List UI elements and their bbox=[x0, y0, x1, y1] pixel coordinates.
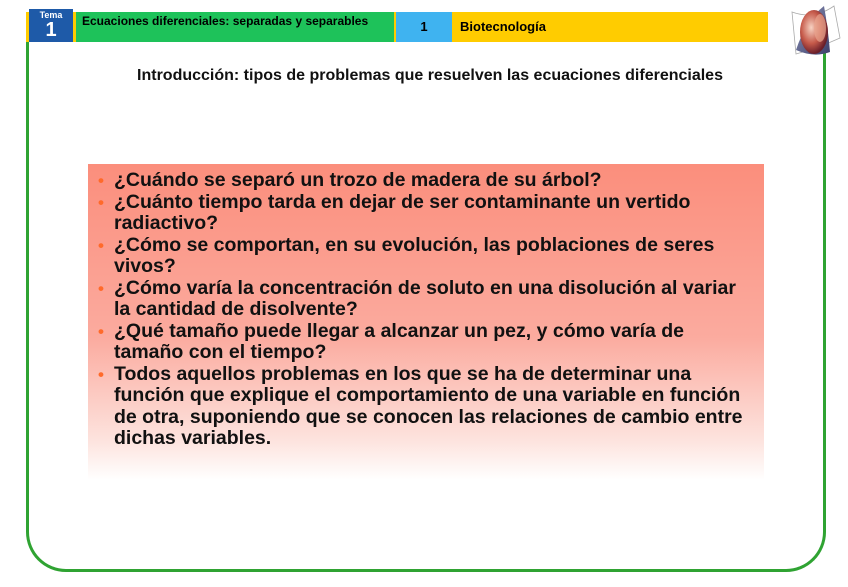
question-list bbox=[98, 170, 756, 450]
page-number: 1 bbox=[396, 12, 452, 42]
bullet-icon: • bbox=[98, 321, 104, 341]
bullet-icon: • bbox=[98, 171, 104, 190]
question-text: ¿Cómo varía la concentración de soluto en una disolución al variar la cantidad de disolvente? bbox=[114, 276, 736, 320]
question-text: Todos aquellos problemas en los que se ha de determinar una función que explique el comportamiento de una variable en función de otra, suponiendo que se conocen las relaciones de cambio entre dichas variables. bbox=[114, 362, 743, 449]
bullet-icon: • bbox=[98, 278, 104, 298]
question-text: ¿Cuándo se separó un trozo de madera de su árbol? bbox=[114, 169, 602, 191]
question-text: ¿Cómo se comportan, en su evolución, las poblaciones de seres vivos? bbox=[114, 233, 715, 277]
bullet-icon: • bbox=[98, 364, 104, 384]
list-item bbox=[98, 192, 756, 235]
question-text: ¿Cuánto tiempo tarda en dejar de ser contaminante un vertido radiactivo? bbox=[114, 190, 691, 234]
tema-number: 1 bbox=[45, 19, 57, 41]
list-item bbox=[98, 364, 756, 450]
question-text: ¿Qué tamaño puede llegar a alcanzar un pez, y cómo varía de tamaño con el tiempo? bbox=[114, 319, 685, 363]
tema-label: Tema bbox=[39, 10, 63, 20]
list-item bbox=[98, 235, 756, 278]
topic-title: Ecuaciones diferenciales: separadas y separables bbox=[76, 12, 394, 42]
tema-badge bbox=[29, 9, 73, 42]
subject-label: Biotecnología bbox=[460, 19, 546, 34]
list-item bbox=[98, 321, 756, 364]
questions-panel bbox=[88, 164, 764, 480]
list-item bbox=[98, 170, 756, 192]
page-title: Introducción: tipos de problemas que resuelven las ecuaciones diferenciales bbox=[137, 67, 723, 84]
surface-plot-logo-icon bbox=[784, 0, 844, 60]
bullet-icon: • bbox=[98, 235, 104, 255]
list-item bbox=[98, 278, 756, 321]
bullet-icon: • bbox=[98, 192, 104, 212]
